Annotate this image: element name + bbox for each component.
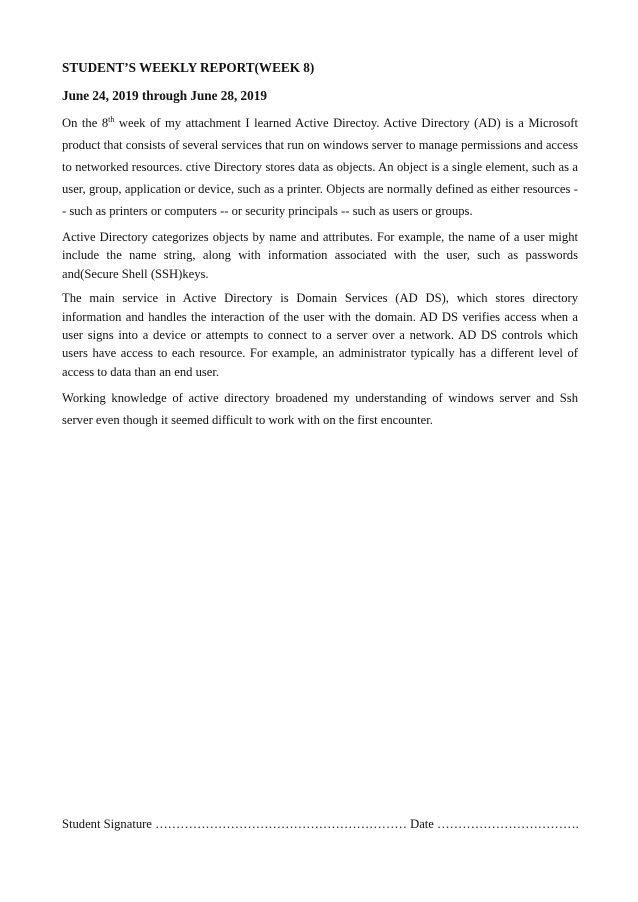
paragraph-3: The main service in Active Directory is Domain Services (AD DS), which stores directory information and handles the interaction of the user with the domain. AD DS verifies access when a user signs into a device or attempts to connect to a server over a network. AD DS controls which users have access to each resource. For example, an administrator typically has a different level of access to data than an end user.: [62, 291, 578, 379]
paragraph-1-rest: week of my attachment I learned Active Directoy. Active Directory (AD) is a Microsoft product that consists of several services that run on windows server to manage permissions and access to networked resources. ctive Directory stores data as objects. An object is a single element, such as a user, group, application or device, such as a printer. Objects are normally defined as either resources -- such as printers or computers -- or security principals -- such as users or groups.: [62, 116, 578, 218]
signature-label: Student Signature: [62, 817, 152, 831]
report-page: [62, 0, 582, 902]
signature-line: ……………………………………………………: [155, 817, 407, 831]
ordinal-suffix: th: [108, 115, 115, 124]
report-title: STUDENT’S WEEKLY REPORT(WEEK 8): [62, 60, 315, 75]
paragraph-1-start: On the 8: [62, 116, 109, 130]
date-line: …………………………….: [437, 817, 579, 831]
paragraph-2: Active Directory categorizes objects by name and attributes. For example, the name of a user might include the name string, along with information associated with the user, such as passwords and(Secure Shell (SSH)keys.: [62, 230, 578, 281]
report-body: [62, 112, 578, 437]
date-label: Date: [410, 817, 434, 831]
report-date-range: June 24, 2019 through June 28, 2019: [62, 88, 267, 103]
signature-row: [62, 817, 582, 832]
paragraph-1: [62, 112, 578, 222]
paragraph-4: Working knowledge of active directory broadened my understanding of windows server and Ssh server even though it seemed difficult to work with on the first encounter.: [62, 391, 578, 428]
